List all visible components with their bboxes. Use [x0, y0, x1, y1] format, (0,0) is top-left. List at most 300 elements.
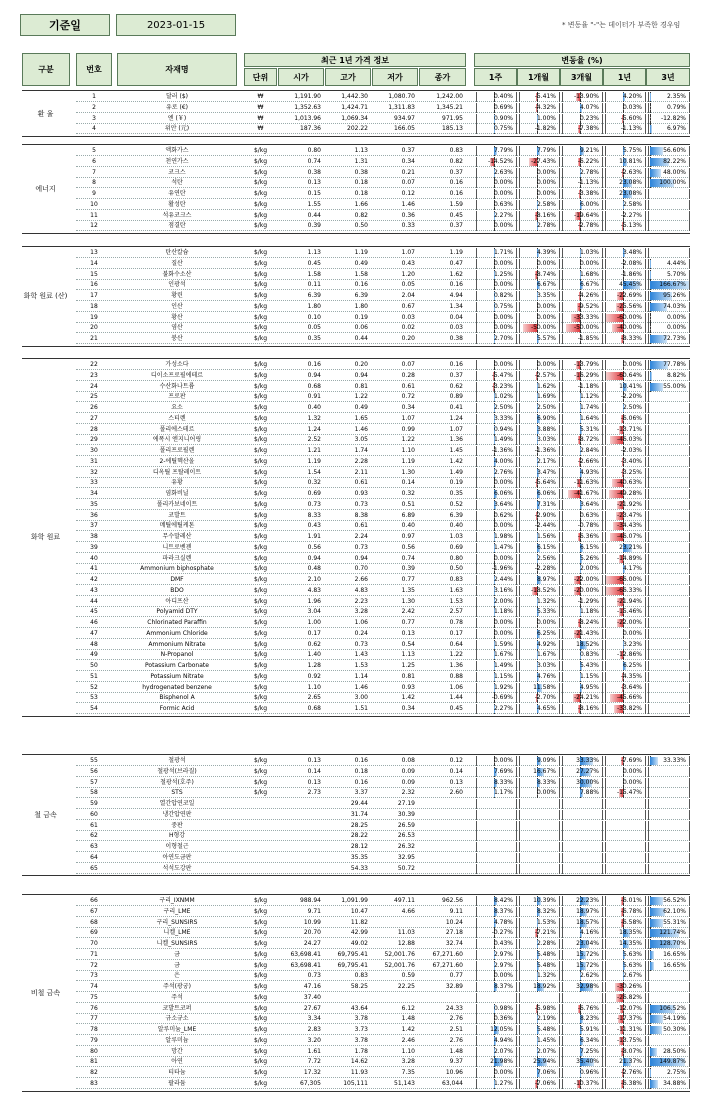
change-value: 8.37% [493, 907, 513, 915]
row-no: 49 [90, 651, 98, 659]
change-1y [605, 564, 646, 574]
col-1w: 1주 [474, 68, 517, 86]
row-high: 0.93 [354, 490, 368, 497]
change-1y [605, 1025, 646, 1035]
row-low: 497.11 [394, 897, 415, 904]
change-1w [476, 1079, 517, 1089]
row-low: 0.56 [401, 543, 415, 551]
row-close: 1.03 [449, 533, 463, 540]
row-no: 79 [90, 1036, 98, 1044]
row-unit: $/kg [253, 447, 268, 454]
change-1w [476, 950, 517, 960]
change-value: 28.50% [663, 1047, 686, 1055]
row-name: 에폭시 엔지니어링 [152, 436, 202, 444]
table-row [76, 124, 690, 134]
change-value: -3.38% [577, 190, 599, 197]
table-row [76, 778, 690, 788]
change-1y [605, 313, 646, 323]
row-close: 1.19 [449, 249, 463, 256]
change-3y [648, 124, 690, 134]
change-bar [650, 1048, 657, 1056]
table-row [76, 323, 690, 333]
change-value: -7.69% [620, 757, 642, 764]
change-value: 15.72% [576, 950, 599, 958]
row-open: 0.15 [307, 190, 321, 197]
row-low: 0.67 [401, 302, 415, 310]
row-no: 13 [90, 249, 98, 256]
row-low: 2.46 [401, 1036, 415, 1044]
row-no: 59 [90, 800, 98, 807]
row-unit: $/kg [253, 1079, 268, 1087]
change-1w [476, 446, 517, 456]
change-3m [562, 489, 603, 499]
change-value: 0.75% [493, 302, 513, 310]
change-value: 0.96% [579, 1069, 599, 1076]
change-value: 1.64% [579, 414, 599, 422]
row-open: 1.13 [307, 249, 321, 256]
row-open: 1.10 [307, 683, 321, 691]
row-name: 아연도금판 [162, 853, 192, 861]
change-3m [562, 918, 603, 928]
change-value: 0.79% [666, 103, 686, 111]
row-no: 30 [90, 447, 98, 454]
change-value: 2.76% [493, 468, 513, 476]
change-3m [562, 618, 603, 628]
row-close: 10.96 [445, 1069, 463, 1076]
row-high: 58.25 [350, 983, 368, 990]
row-low: 1.07 [401, 414, 415, 422]
change-3y [648, 114, 690, 124]
change-value: 2.97% [493, 961, 513, 969]
change-3y [648, 597, 690, 607]
change-value: 0.00% [536, 259, 556, 267]
change-value: -8.24% [577, 619, 599, 626]
row-no: 83 [90, 1079, 98, 1087]
change-1w [476, 435, 517, 445]
row-low: 1.35 [401, 586, 415, 594]
change-1m [519, 414, 560, 424]
row-unit: ₩ [257, 125, 264, 133]
row-close: 0.83 [449, 576, 463, 583]
row-high: 0.16 [354, 281, 368, 289]
change-3m [562, 157, 603, 167]
change-1y [605, 693, 646, 703]
row-unit: $/kg [253, 897, 268, 904]
change-1y [605, 788, 646, 798]
row-high: 42.99 [350, 929, 368, 937]
row-low: 0.32 [401, 490, 415, 497]
change-value: 0.90% [493, 114, 513, 122]
change-1w [476, 650, 517, 660]
row-open: 1.55 [307, 200, 321, 208]
change-3y [648, 982, 690, 992]
change-value: 2.58% [622, 200, 642, 208]
row-unit: $/kg [253, 767, 268, 775]
change-value: 4.94% [493, 1036, 513, 1044]
row-name: 구리_SUNSIRS [156, 918, 198, 926]
change-3y [648, 92, 690, 102]
table-row [76, 1068, 690, 1078]
change-3m [562, 221, 603, 231]
table-row [76, 650, 690, 660]
row-no: 16 [90, 281, 98, 289]
change-value: 18.57% [576, 918, 599, 926]
row-open [278, 831, 321, 841]
change-3y [648, 575, 690, 585]
change-value: 0.00% [493, 972, 513, 980]
row-open: 47.16 [303, 983, 321, 990]
change-value: 35.40% [576, 1058, 599, 1066]
change-3m [562, 446, 603, 456]
change-value: -26.82% [616, 993, 642, 1001]
change-value: 1.74% [579, 404, 599, 411]
row-name: 황린 [171, 292, 183, 299]
row-open: 0.92 [307, 672, 321, 680]
change-value: 0.00% [536, 313, 556, 321]
row-name: 이형철근 [165, 843, 189, 850]
row-unit: $/kg [253, 586, 268, 594]
change-value: -4.35% [620, 672, 642, 680]
row-name: 스티렌 [168, 414, 186, 422]
change-value: 6.25% [536, 629, 556, 637]
change-1w [476, 92, 517, 102]
row-open: 0.94 [307, 554, 321, 562]
change-value: 0.00% [666, 324, 686, 332]
change-value: 5.48% [536, 950, 556, 958]
change-3y [648, 799, 690, 809]
change-3m [562, 982, 603, 992]
change-1m [519, 618, 560, 628]
change-1y [605, 259, 646, 269]
change-1y [605, 371, 646, 381]
change-value: 0.00% [622, 778, 642, 786]
row-low: 934.97 [394, 114, 415, 122]
row-name: 알루미늄 [165, 1036, 189, 1044]
row-unit: $/kg [253, 640, 268, 648]
change-1w [476, 831, 517, 841]
change-1m [519, 489, 560, 499]
change-1m [519, 291, 560, 301]
change-value: 2.78% [536, 222, 556, 230]
row-name: 요소 [171, 404, 183, 411]
row-name: BDO [170, 586, 184, 594]
change-3y [648, 767, 690, 777]
change-1w [476, 693, 517, 703]
change-3y [648, 629, 690, 639]
change-value: 8.33% [536, 778, 556, 786]
change-3m [562, 939, 603, 949]
row-no: 74 [90, 983, 98, 990]
change-1y [605, 799, 646, 809]
change-3y [648, 302, 690, 312]
row-unit: ₩ [257, 103, 264, 111]
row-no: 62 [90, 832, 98, 840]
row-open: 1,352.63 [294, 103, 321, 111]
row-high: 0.73 [354, 640, 368, 648]
change-1w [476, 629, 517, 639]
row-unit: $/kg [253, 683, 268, 691]
change-value: 1.67% [493, 651, 513, 659]
change-1y [605, 640, 646, 650]
change-1y [605, 1068, 646, 1078]
change-1y [605, 1057, 646, 1067]
row-name: 철광석(호주) [160, 778, 194, 786]
change-3y [648, 971, 690, 981]
change-value: -4.32% [534, 103, 556, 111]
row-name: 코크스 [168, 168, 186, 176]
change-value: 1.49% [493, 662, 513, 669]
row-name: 금 [174, 961, 180, 969]
change-1w [476, 928, 517, 938]
row-low: 1.20 [401, 270, 415, 278]
row-unit: $/kg [253, 757, 268, 764]
change-value: 0.00% [493, 222, 513, 230]
row-high: 0.61 [354, 522, 368, 530]
col-high: 고가 [325, 68, 371, 86]
change-value: 2.67% [622, 972, 642, 980]
table-row [76, 435, 690, 445]
row-low: 166.05 [394, 125, 415, 133]
change-1m [519, 693, 560, 703]
change-value: 4.20% [622, 93, 642, 100]
row-open [278, 842, 321, 852]
change-value: -3.25% [620, 468, 642, 476]
change-1w [476, 489, 517, 499]
change-value: 2.44% [493, 576, 513, 583]
change-3y [648, 146, 690, 156]
change-value: 0.00% [493, 479, 513, 487]
change-1y [605, 704, 646, 714]
change-3y [648, 248, 690, 258]
change-3m [562, 313, 603, 323]
change-1m [519, 157, 560, 167]
table-row [76, 993, 690, 1003]
change-1m [519, 457, 560, 467]
table-row [76, 511, 690, 521]
change-value: 2.70% [493, 335, 513, 342]
row-high: 29.44 [350, 800, 368, 807]
change-3y [648, 640, 690, 650]
table-row [76, 478, 690, 488]
change-3m [562, 302, 603, 312]
row-close: 0.89 [449, 393, 463, 401]
row-open [278, 799, 321, 809]
row-low: 0.36 [401, 211, 415, 219]
change-1w [476, 896, 517, 906]
change-value: -3.40% [620, 457, 642, 465]
change-1w [476, 468, 517, 478]
change-value: 22.23% [576, 897, 599, 904]
row-no: 63 [90, 843, 98, 850]
change-3m [562, 468, 603, 478]
change-value: 2.50% [493, 404, 513, 411]
change-value: -2.66% [577, 457, 599, 465]
change-1m [519, 323, 560, 333]
row-name: 인광석 [168, 281, 186, 289]
row-open: 1.32 [307, 414, 321, 422]
change-value: 34.88% [663, 1079, 686, 1087]
change-value: -12.82% [660, 114, 686, 122]
change-1w [476, 554, 517, 564]
change-value: 21.98% [490, 1058, 513, 1066]
row-high: 8.38 [354, 511, 368, 519]
row-close [419, 993, 463, 1003]
row-no: 36 [90, 511, 98, 519]
change-1w [476, 313, 517, 323]
row-unit: $/kg [253, 543, 268, 551]
row-open: 1.96 [307, 597, 321, 605]
zero-line [650, 323, 651, 333]
change-1m [519, 403, 560, 413]
table-row [76, 831, 690, 841]
row-low: 0.77 [401, 576, 415, 583]
row-name: 액화가스 [165, 147, 189, 154]
row-name: 폴리에스테르 [159, 425, 195, 433]
change-value: -66.00% [616, 576, 642, 583]
change-3y [648, 756, 690, 766]
change-value: -8.16% [534, 211, 556, 219]
table-row [76, 693, 690, 703]
row-no: 72 [90, 961, 98, 969]
change-value: 1.18% [579, 608, 599, 616]
row-name: 코발트코퍼 [162, 1004, 192, 1012]
row-low: 6.89 [401, 511, 415, 519]
row-close: 0.12 [449, 757, 463, 764]
change-1w [476, 971, 517, 981]
change-3m [562, 650, 603, 660]
change-1m [519, 168, 560, 178]
change-1m [519, 178, 560, 188]
row-close: 2.60 [449, 789, 463, 797]
change-value: 0.00% [536, 361, 556, 368]
change-value: -8.16% [577, 705, 599, 712]
change-value: -0.27% [491, 929, 513, 937]
col-unit: 단위 [244, 68, 277, 86]
table-row [76, 939, 690, 949]
change-value: 0.00% [493, 629, 513, 637]
row-low: 0.61 [401, 382, 415, 390]
table-row [76, 1036, 690, 1046]
change-1y [605, 1004, 646, 1014]
row-low: 11.03 [397, 929, 415, 937]
row-high: 0.16 [354, 778, 368, 786]
row-open: 0.44 [307, 211, 321, 219]
change-value: 2.97% [493, 950, 513, 958]
change-1y [605, 1079, 646, 1089]
table-row [76, 543, 690, 553]
change-value: -8.07% [620, 1047, 642, 1055]
change-value: -1.36% [534, 447, 556, 454]
row-name: 석탄 [171, 179, 183, 187]
change-1m [519, 1079, 560, 1089]
change-value: 9.21% [579, 147, 599, 154]
change-value: 5.48% [536, 1026, 556, 1033]
table-row [76, 392, 690, 402]
table-row [76, 468, 690, 478]
table-row [76, 114, 690, 124]
change-value: -5.60% [620, 114, 642, 122]
row-unit [244, 864, 277, 874]
change-value: 0.43% [493, 940, 513, 947]
row-unit: $/kg [253, 778, 268, 786]
change-1w [476, 189, 517, 199]
change-value: 30.00% [576, 778, 599, 786]
row-unit: $/kg [253, 404, 268, 411]
change-1w [476, 382, 517, 392]
row-high: 1.66 [354, 200, 368, 208]
row-unit: $/kg [253, 983, 268, 990]
change-3y [648, 189, 690, 199]
change-value: 7.06% [536, 1069, 556, 1076]
change-1y [605, 489, 646, 499]
change-3m [562, 114, 603, 124]
row-unit: $/kg [253, 147, 268, 154]
change-1m [519, 446, 560, 456]
change-3y [648, 918, 690, 928]
change-value: 2.75% [666, 1069, 686, 1076]
row-open: 9.71 [307, 907, 321, 915]
row-high: 1.58 [354, 270, 368, 278]
change-value: -6.01% [620, 897, 642, 904]
row-name: 천연가스 [165, 157, 189, 165]
row-unit: $/kg [253, 382, 268, 390]
col-group: 구분 [22, 53, 70, 86]
change-3m [562, 360, 603, 370]
col-close: 종가 [419, 68, 466, 86]
row-close [419, 864, 463, 874]
row-low: 0.93 [401, 683, 415, 691]
row-high: 0.73 [354, 500, 368, 508]
change-value: 3.88% [536, 425, 556, 433]
row-unit: ₩ [257, 114, 264, 122]
change-1m [519, 478, 560, 488]
change-1y [605, 756, 646, 766]
change-3m [562, 554, 603, 564]
change-1m [519, 982, 560, 992]
change-3y [648, 211, 690, 221]
row-open: 1,013.96 [294, 114, 321, 122]
change-3m [562, 403, 603, 413]
change-1y [605, 864, 646, 874]
change-value: 1.17% [493, 789, 513, 797]
change-value: 1.53% [536, 918, 556, 926]
change-1y [605, 103, 646, 113]
row-high: 35.35 [350, 853, 368, 861]
row-name: 구리_IXNMM [159, 897, 195, 904]
change-3m [562, 1057, 603, 1067]
row-no: 73 [90, 972, 98, 980]
change-3m [562, 392, 603, 402]
table-row [76, 756, 690, 766]
row-name: 파라크실렌 [162, 554, 192, 562]
row-open: 8.33 [307, 511, 321, 519]
row-name: 불화수소산 [162, 270, 192, 278]
group-name: 에너지 [35, 185, 56, 193]
change-value: 8.37% [493, 983, 513, 990]
row-unit: $/kg [253, 270, 268, 278]
table-row [76, 629, 690, 639]
row-unit: $/kg [253, 608, 268, 616]
change-3y [648, 607, 690, 617]
change-1m [519, 103, 560, 113]
change-value: 0.00% [536, 789, 556, 797]
change-value: -8.72% [577, 436, 599, 444]
row-close: 1.36 [449, 662, 463, 669]
row-unit: $/kg [253, 324, 268, 332]
change-1y [605, 511, 646, 521]
row-name: 티타늄 [168, 1069, 186, 1076]
change-1w [476, 939, 517, 949]
